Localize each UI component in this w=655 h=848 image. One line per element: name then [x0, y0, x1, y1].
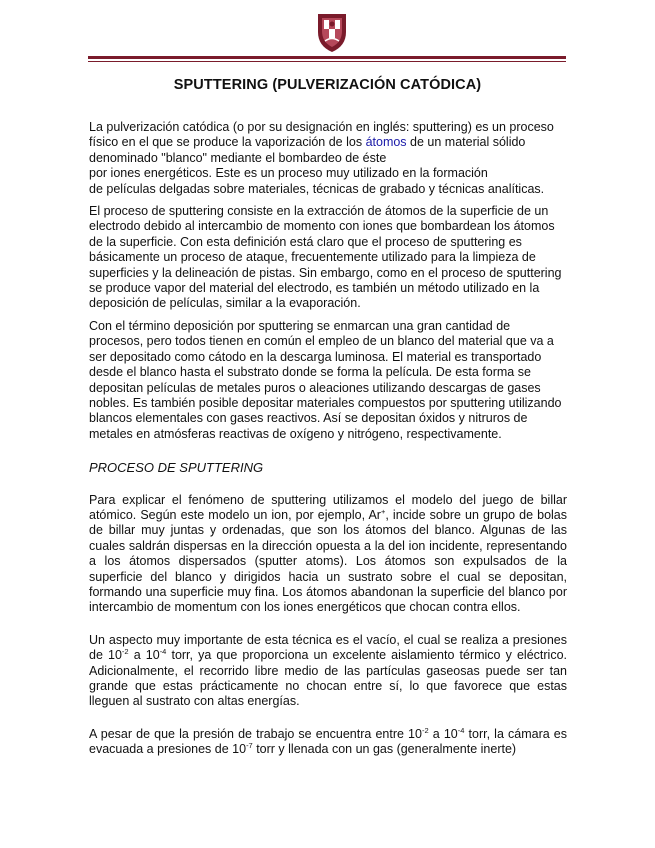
paragraph-intro: La pulverización catódica (o por su designación en inglés: sputtering) es un proceso físico en el que se produce la vaporización de los átomos de un material sólido denominado "blanco" mediante el bombardeo de éste por iones energéticos. Este es un proceso muy utilizado en la formación de películas delgadas sobre materiales, técnicas de grabado y técnicas analíticas.: [89, 120, 554, 196]
page-title: SPUTTERING (PULVERIZACIÓN CATÓDICA): [173, 77, 482, 93]
section-heading: PROCESO DE SPUTTERING: [89, 460, 264, 476]
atomos-link[interactable]: átomos: [365, 135, 407, 150]
header-rule: [88, 56, 566, 59]
document-body: [89, 120, 567, 765]
paragraph-deposition: Con el término deposición por sputtering se enmarcan una gran cantidad de procesos, pero todos tienen en común el empleo de un blanco del material que va a ser depositado como cátodo en la descarga luminosa. El material es transportado desde el blanco hasta el substrato donde se forma la película. De esta forma se depositan películas de metales puros o aleaciones utilizando descargas de gases nobles. Es también posible depositar materiales compuestos por sputtering utilizando blancos elementales con gases reactivos. Así se depositan óxidos y nitruros de metales en atmósferas reactivas de oxígeno y nitrógeno, respectivamente.: [89, 318, 562, 441]
paragraph-vacuum: Un aspecto muy importante de esta técnica es el vacío, el cual se realiza a presiones de $10^{-2}$ a $10^{-4}$ torr, ya que proporciona un excelente aislamiento térmico y eléctrico. Adicionalmente, el recorrido libre medio de las partículas gaseosas puede ser tan grande que estas prácticamente no chocan entre sí, lo que favorece que estas lleguen al sustrato con altas energías.: [89, 632, 567, 709]
university-crest-icon: [314, 10, 350, 54]
paragraph-pressure: A pesar de que la presión de trabajo se encuentra entre $10^{-2}$ a $10^{-4}$ torr, la cámara es evacuada a presiones de $10^{-7}$ torr y llenada con un gas (generalmente inerte): [89, 725, 568, 757]
header-rule-thin: [88, 61, 566, 62]
paragraph-definition: El proceso de sputtering consiste en la extracción de átomos de la superficie de un electrodo debido al intercambio de momento con iones que bombardean los átomos de la superficie. Con esta definición está claro que el proceso de sputtering es básicamente un proceso de ataque, frecuentemente utilizado para la limpieza de superficies y la delineación de pistas. Sin embargo, como en el proceso de sputtering se produce vapor del material del electrodo, es también un método utilizado en la deposición de películas, similar a la evaporación.: [89, 204, 562, 311]
paragraph-billiard-model: Para explicar el fenómeno de sputtering utilizamos el modelo del juego de billar atómico. Según este modelo un ion, por ejemplo, Ar+, incide sobre un grupo de bolas de billar muy juntas y ordenadas, que son los átomos del blanco. Algunas de las cuales saldrán dispersas en la dirección opuesta a la del ion incidente, representando a los átomos dispersados (sputter atoms). Los átomos son expulsados de la superficie del blanco y dirigidos hacia un sustrato sobre el cual se depositan, formando una superficie muy fina. Los átomos abandonan la superficie del blanco por intercambio de momentum con los iones energéticos que chocan contra ellos.: [89, 492, 567, 615]
